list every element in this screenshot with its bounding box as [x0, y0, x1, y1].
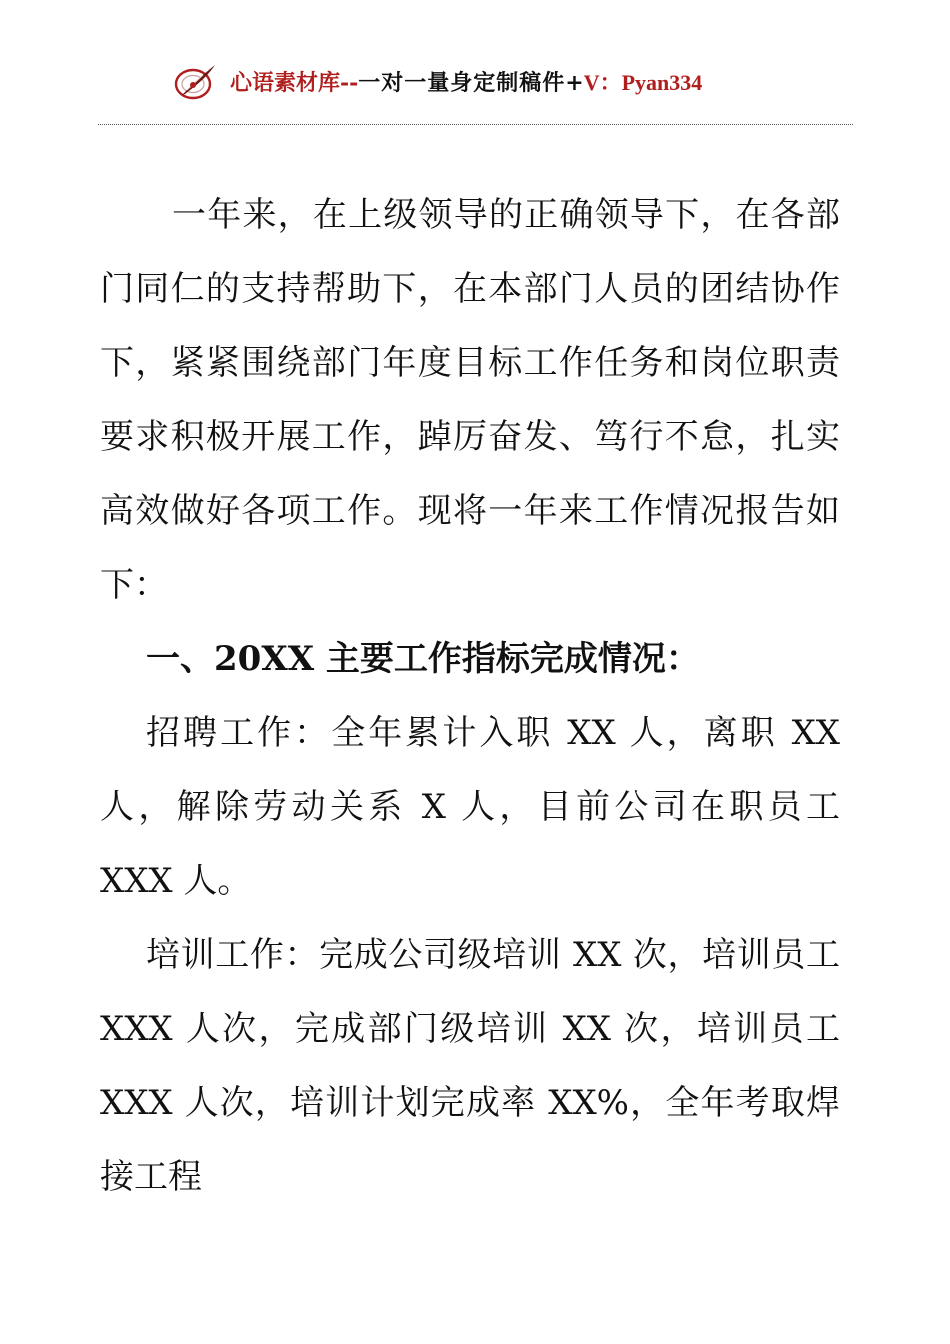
document-body — [100, 178, 840, 1214]
header-text — [230, 68, 702, 98]
header-dash: -- — [340, 70, 359, 96]
header-wechat: V：Pyan334 — [583, 70, 703, 95]
page-header — [0, 58, 950, 104]
training-paragraph: 培训工作：完成公司级培训 XX 次，培训员工 XXX 人次，完成部门级培训 XX 次，培训员工 XXX 人次，培训计划完成率 XX%，全年考取焊接工程 — [100, 935, 840, 1197]
header-divider — [98, 124, 853, 125]
section-heading: 一、20XX 主要工作指标完成情况： — [146, 639, 700, 679]
intro-paragraph: 一年来，在上级领导的正确领导下，在各部门同仁的支持帮助下，在本部门人员的团结协作下，紧紧围绕部门年度目标工作任务和岗位职责要求积极开展工作，踔厉奋发、笃行不怠，扎实高效做好各项工作。现将一年来工作情况报告如下： — [100, 195, 840, 605]
header-slogan: 一对一量身定制稿件 — [358, 70, 566, 96]
quill-pen-icon — [173, 62, 217, 102]
recruitment-paragraph: 招聘工作：全年累计入职 XX 人，离职 XX 人，解除劳动关系 X 人，目前公司在职员工 XXX 人。 — [100, 713, 840, 901]
header-brand: 心语素材库 — [230, 70, 341, 96]
header-plus: + — [565, 70, 584, 96]
